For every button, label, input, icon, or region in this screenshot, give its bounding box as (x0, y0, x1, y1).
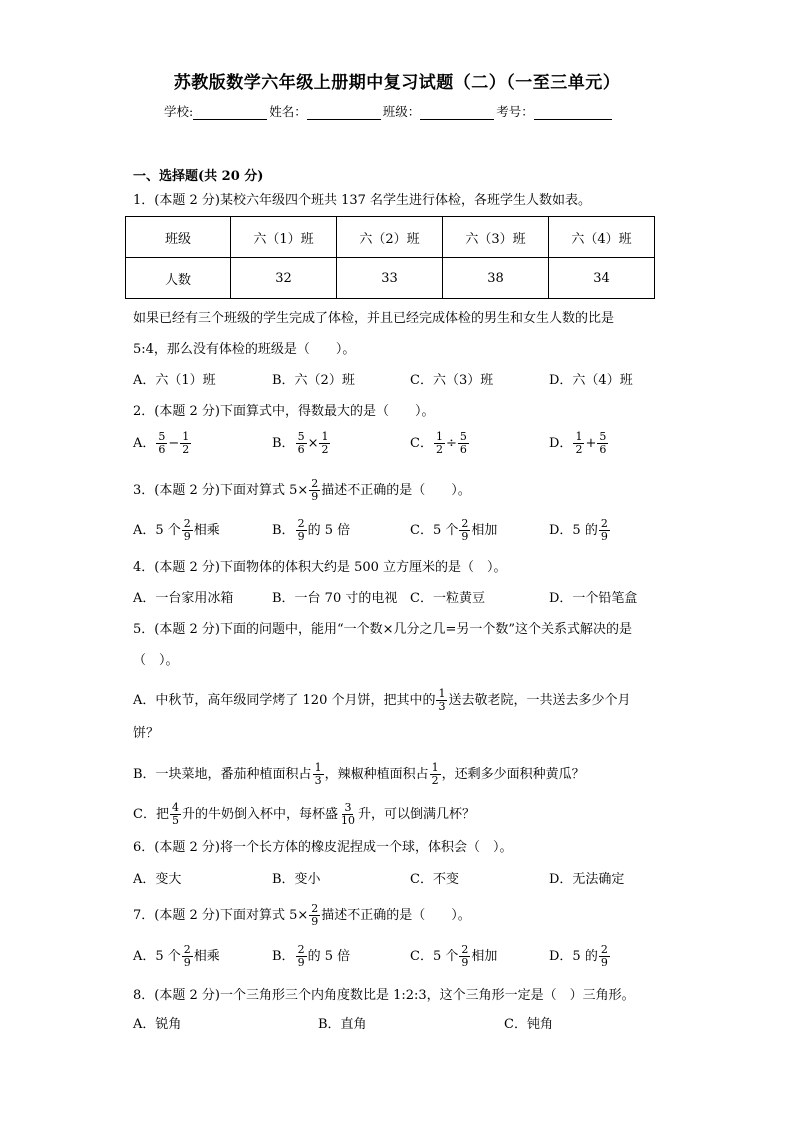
fraction: $\frac{2}{9}$ (311, 477, 319, 503)
q3-option-a[interactable]: A．5 个 $\frac{2}{9}$ 相乘 (133, 517, 220, 543)
fraction: $\frac{1}{3}$ (314, 761, 322, 787)
q1-option-b[interactable]: B．六（2）班 (272, 373, 355, 388)
fraction: $\frac{2}{9}$ (183, 517, 191, 543)
class-label: 班级： (382, 104, 421, 119)
q7-option-a[interactable]: A．5 个 $\frac{2}{9}$ 相乘 (133, 943, 220, 969)
q4-option-b[interactable]: B．一台 70 寸的电视 (272, 591, 398, 606)
fraction: $\frac{1}{3}$ (438, 687, 446, 713)
q3-option-b[interactable]: B． $\frac{2}{9}$ 的 5 倍 (272, 517, 351, 543)
q2-option-a[interactable]: A． $\frac{5}{6}$ − $\frac{1}{2}$ (133, 430, 190, 456)
q8-option-a[interactable]: A．锐角 (133, 1017, 182, 1032)
section-heading: 一、选择题(共 20 分) (133, 169, 264, 184)
fraction: $\frac{2}{9}$ (297, 517, 305, 543)
school-blank[interactable] (193, 107, 267, 120)
q8-option-b[interactable]: B．直角 (318, 1017, 367, 1032)
table-header-cell: 六（3）班 (443, 217, 549, 258)
q2-stem: 2．(本题 2 分)下面算式中，得数最大的是（ ）。 (133, 404, 435, 419)
number-blank[interactable] (534, 107, 612, 120)
fraction: $\frac{5}{6}$ (158, 430, 166, 456)
q1-option-c[interactable]: C．六（3）班 (410, 373, 494, 388)
q6-stem: 6．(本题 2 分)将一个长方体的橡皮泥捏成一个球，体积会（ ）。 (133, 840, 513, 855)
q5-stem-2: （ ）。 (133, 653, 179, 668)
q2-option-c[interactable]: C． $\frac{1}{2}$ ÷ $\frac{5}{6}$ (410, 430, 467, 456)
fraction: $\frac{5}{6}$ (297, 430, 305, 456)
table-cell: 32 (231, 258, 337, 299)
fraction: $\frac{2}{9}$ (600, 517, 608, 543)
table-cell: 38 (443, 258, 549, 299)
student-info-line (164, 102, 614, 120)
exam-title: 苏教版数学六年级上册期中复习试题（二）（一至三单元） (173, 73, 621, 93)
fraction: $\frac{1}{2}$ (182, 430, 190, 456)
table-header-cell: 六（2）班 (337, 217, 443, 258)
fraction: $\frac{1}{2}$ (435, 430, 443, 456)
q7-option-b[interactable]: B． $\frac{2}{9}$ 的 5 倍 (272, 943, 351, 969)
q3-option-d[interactable]: D．5 的 $\frac{2}{9}$ (549, 517, 608, 543)
q4-option-a[interactable]: A．一台家用冰箱 (133, 591, 234, 606)
q3-stem: 3．(本题 2 分)下面对算式 5× $\frac{2}{9}$ 描述不正确的是（ ）。 (133, 477, 471, 503)
table-cell: 34 (549, 258, 655, 299)
q7-option-c[interactable]: C．5 个 $\frac{2}{9}$ 相加 (410, 943, 498, 969)
q5-option-b[interactable]: B．一块菜地，番茄种植面积占 $\frac{1}{3}$ ，辣椒种植面积占 $\frac{1}{2}$ ，还剩多少面积种黄瓜？ (133, 761, 585, 787)
table-row (126, 258, 655, 299)
q4-option-d[interactable]: D．一个铅笔盒 (549, 591, 638, 606)
fraction: $\frac{2}{9}$ (461, 943, 469, 969)
name-label: 姓名： (269, 104, 307, 119)
q8-stem: 8．(本题 2 分)一个三角形三个内角度数比是 1:2:3，这个三角形一定是（ ）三角形。 (133, 988, 635, 1003)
table-cell: 33 (337, 258, 443, 299)
q3-option-c[interactable]: C．5 个 $\frac{2}{9}$ 相加 (410, 517, 498, 543)
table-header-cell: 六（4）班 (549, 217, 655, 258)
q8-option-c[interactable]: C．钝角 (504, 1017, 553, 1032)
q1-option-d[interactable]: D．六（4）班 (549, 373, 633, 388)
fraction: $\frac{4}{5}$ (171, 801, 179, 827)
q2-option-d[interactable]: D． $\frac{1}{2}$ + $\frac{5}{6}$ (549, 430, 607, 456)
school-label: 学校: (164, 104, 194, 119)
number-label: 考号： (496, 104, 534, 119)
q2-option-b[interactable]: B． $\frac{5}{6}$ × $\frac{1}{2}$ (272, 430, 329, 456)
table-row-label: 人数 (126, 258, 231, 299)
fraction: $\frac{2}{9}$ (600, 943, 608, 969)
fraction: $\frac{2}{9}$ (311, 902, 319, 928)
class-blank[interactable] (420, 107, 494, 120)
q6-option-a[interactable]: A．变大 (133, 872, 182, 887)
table-header-cell: 六（1）班 (231, 217, 337, 258)
q1-text-1: 如果已经有三个班级的学生完成了体检，并且已经完成体检的男生和女生人数的比是 (133, 311, 615, 326)
fraction: $\frac{3}{10}$ (340, 801, 355, 827)
fraction: $\frac{1}{2}$ (431, 761, 439, 787)
fraction: $\frac{5}{6}$ (599, 430, 607, 456)
q5-stem: 5．(本题 2 分)下面的问题中，能用“一个数×几分之几=另一个数”这个关系式解决的是 (133, 622, 633, 637)
fraction: $\frac{2}{9}$ (183, 943, 191, 969)
fraction: $\frac{1}{2}$ (575, 430, 583, 456)
q5-option-c[interactable]: C．把 $\frac{4}{5}$ 升的牛奶倒入杯中，每杯盛 $\frac{3}{10}$ 升，可以倒满几杯？ (133, 801, 475, 827)
q5-option-a-line2: 饼？ (133, 726, 160, 741)
q6-option-d[interactable]: D．无法确定 (549, 872, 625, 887)
table-header-cell: 班级 (126, 217, 231, 258)
table-row (126, 217, 655, 258)
q4-stem: 4．(本题 2 分)下面物体的体积大约是 500 立方厘米的是（ ）。 (133, 560, 507, 575)
fraction: $\frac{2}{9}$ (297, 943, 305, 969)
q1-text-2: 5:4，那么没有体检的班级是（ ）。 (133, 342, 356, 357)
q4-option-c[interactable]: C．一粒黄豆 (410, 591, 485, 606)
fraction: $\frac{5}{6}$ (459, 430, 467, 456)
q6-option-c[interactable]: C．不变 (410, 872, 459, 887)
q5-option-a[interactable]: A．中秋节，高年级同学烤了 120 个月饼，把其中的 $\frac{1}{3}$ 送去敬老院，一共送去多少个月 (133, 687, 631, 713)
q1-stem: 1．(本题 2 分)某校六年级四个班共 137 名学生进行体检，各班学生人数如表。 (133, 193, 592, 208)
name-blank[interactable] (307, 107, 381, 120)
fraction: $\frac{2}{9}$ (461, 517, 469, 543)
q6-option-b[interactable]: B．变小 (272, 872, 321, 887)
q7-option-d[interactable]: D．5 的 $\frac{2}{9}$ (549, 943, 608, 969)
fraction: $\frac{1}{2}$ (321, 430, 329, 456)
class-count-table (125, 216, 655, 299)
q7-stem: 7．(本题 2 分)下面对算式 5× $\frac{2}{9}$ 描述不正确的是（ ）。 (133, 902, 471, 928)
q1-option-a[interactable]: A．六（1）班 (133, 373, 216, 388)
